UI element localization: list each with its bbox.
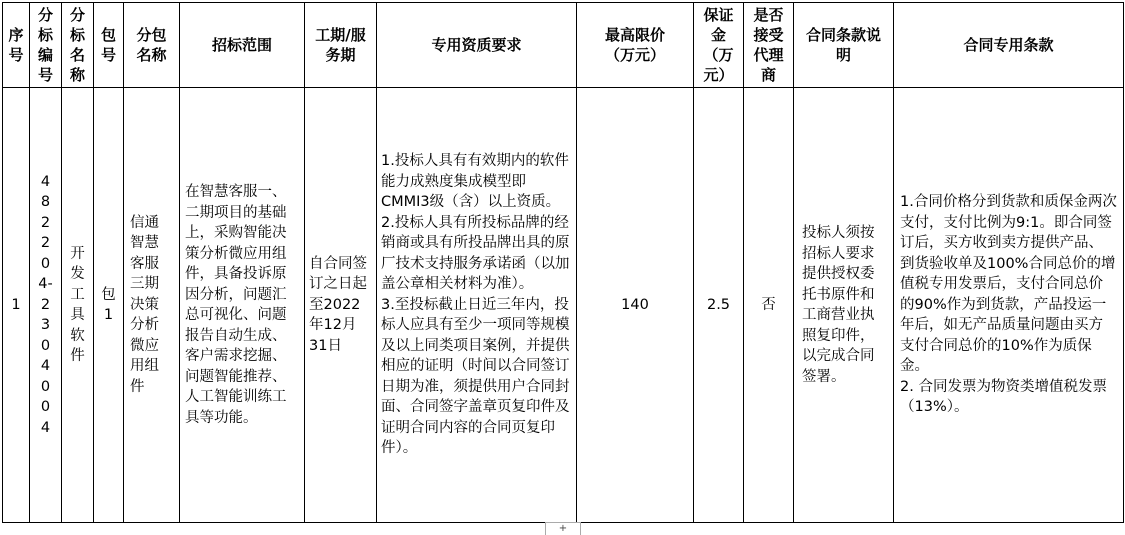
qualification-item-3: 3.至投标截止日近三年内，投标人应具有至少一项同等规模及以上同类项目案例，并提供相应的证明（时间以合同签订日期为准，须提供用户合同封面、合同签字盖章页复印件及证明合同内容的合同页复印件）。 xyxy=(381,296,570,457)
page-break-marker: + xyxy=(545,522,581,535)
header-pkg-name: 分包名称 xyxy=(124,3,180,88)
header-contract-note: 合同条款说明 xyxy=(794,3,894,88)
header-scope: 招标范围 xyxy=(180,3,305,88)
header-deposit: 保证金（万元） xyxy=(694,3,744,88)
header-lot-name: 分标名称 xyxy=(62,3,94,88)
header-lot-no: 分标编号 xyxy=(30,3,62,88)
cell-contract-terms xyxy=(894,88,1124,523)
cell-pkg-name: 信通智慧客服三期决策分析微应用组件 xyxy=(124,88,180,523)
contract-term-2: 2. 合同发票为物资类增值税发票（13%）。 xyxy=(900,378,1107,416)
cell-deposit: 2.5 xyxy=(694,88,744,523)
qualification-item-1: 1.投标人具有有效期内的软件能力成熟度集成模型即CMMI3级（含）以上资质。 xyxy=(381,153,569,211)
cell-max-price: 140 xyxy=(577,88,694,523)
cell-period: 自合同签订之日起至2022年12月31日 xyxy=(305,88,377,523)
cell-pkg-no: 包1 xyxy=(94,88,124,523)
header-agent: 是否接受代理商 xyxy=(744,3,794,88)
cell-lot-name: 开发工具软件 xyxy=(62,88,94,523)
header-seq: 序号 xyxy=(3,3,30,88)
cell-lot-no: 4822 04-2 30 40 04 xyxy=(30,88,62,523)
header-max-price: 最高限价（万元） xyxy=(577,3,694,88)
bid-table xyxy=(2,2,1124,523)
table-row xyxy=(3,88,1124,523)
header-period: 工期/服务期 xyxy=(305,3,377,88)
cell-agent: 否 xyxy=(744,88,794,523)
cell-contract-note: 投标人须按招标人要求提供授权委托书原件和工商营业执照复印件，以完成合同签署。 xyxy=(794,88,894,523)
cell-qualification xyxy=(377,88,577,523)
header-qualification: 专用资质要求 xyxy=(377,3,577,88)
header-contract-terms: 合同专用条款 xyxy=(894,3,1124,88)
header-pkg-no: 包号 xyxy=(94,3,124,88)
qualification-item-2: 2.投标人具有所投标品牌的经销商或具有所投品牌出具的原厂技术支持服务承诺函（以加盖公章相关材料为准）。 xyxy=(381,214,570,293)
cell-seq: 1 xyxy=(3,88,30,523)
header-row xyxy=(3,3,1124,88)
cell-scope: 在智慧客服一、二期项目的基础上，采购智能决策分析微应用组件，具备投诉原因分析，问题汇总可视化、问题报告自动生成、客户需求挖掘、问题智能推荐、人工智能训练工具等功能。 xyxy=(180,88,305,523)
contract-term-1: 1.合同价格分到货款和质保金两次支付，支付比例为9:1。即合同签订后，买方收到卖方提供产品、到货验收单及100%合同总价的增值税专用发票后，支付合同总价的90%作为到货款，产品投运一年后，如无产品质量问题由买方支付合同总价的10%作为质保金。 xyxy=(900,194,1117,375)
